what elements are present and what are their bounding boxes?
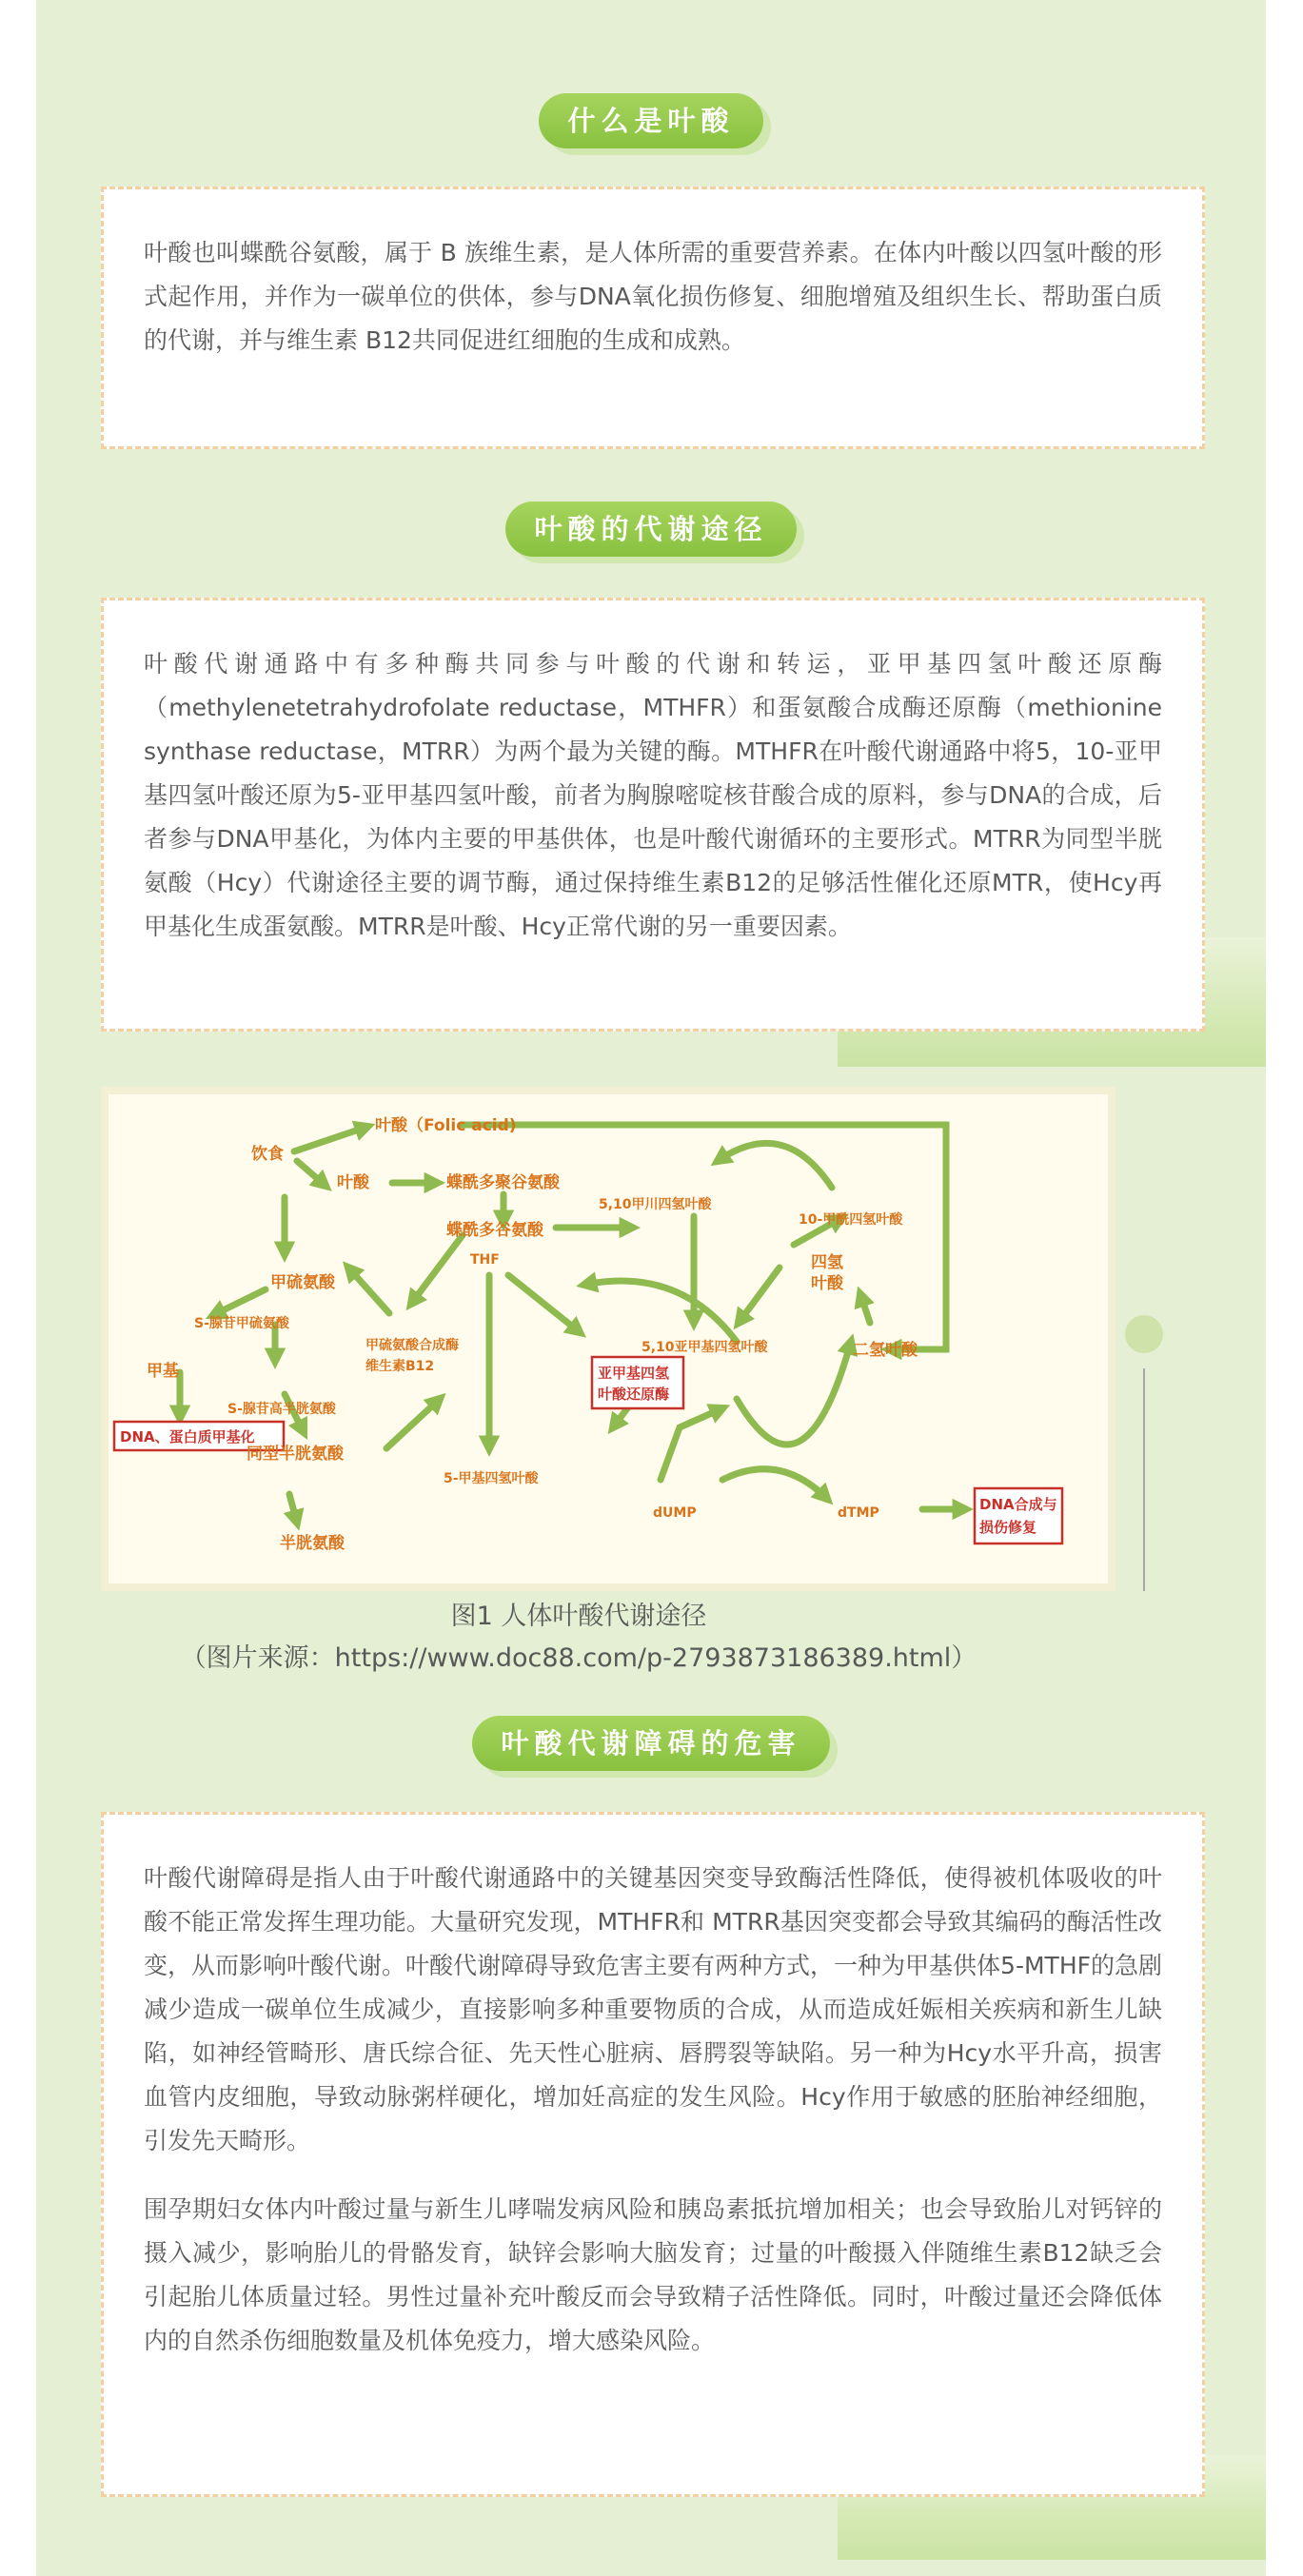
arrow: [297, 1161, 326, 1186]
article-page: [36, 0, 1266, 2576]
label-thf: THF: [470, 1252, 500, 1268]
label-pteroyl-multi: 蝶酰多谷氨酸: [446, 1221, 543, 1240]
label-methenyl-thf: 5,10甲川四氢叶酸: [599, 1197, 712, 1212]
label-mthfr-b: 叶酸还原酶: [598, 1386, 670, 1403]
section-title-wrap: [36, 501, 1266, 557]
arrow: [739, 1268, 780, 1323]
label-sah: S-腺苷高半胱氨酸: [227, 1402, 336, 1417]
label-ms-b: 维生素B12: [365, 1359, 435, 1374]
label-5-methyl-thf: 5-甲基四氢叶酸: [444, 1471, 539, 1486]
arrow: [737, 1342, 851, 1445]
decorative-dot: [1125, 1315, 1163, 1353]
arrow: [411, 1235, 463, 1304]
label-ms-a: 甲硫氨酸合成酶: [365, 1338, 459, 1353]
label-sam: S-腺苷甲硫氨酸: [194, 1316, 289, 1331]
label-formyl-thf: 10-甲酰四氢叶酸: [799, 1212, 903, 1228]
card-metabolic-pathway: [101, 598, 1205, 1032]
section-title-what-is-folate: 什么是叶酸: [539, 93, 762, 148]
section-title-metabolic-pathway: 叶酸的代谢途径: [505, 501, 796, 557]
label-methionine: 甲硫氨酸: [270, 1273, 335, 1292]
arrow: [386, 1399, 440, 1448]
decorative-line: [1143, 1368, 1145, 1591]
label-pteroyl-poly: 蝶酰多聚谷氨酸: [446, 1173, 560, 1192]
label-dtmp: dTMP: [838, 1505, 879, 1521]
paragraph: 叶酸代谢障碍是指人由于叶酸代谢通路中的关键基因突变导致酶活性降低，使得被机体吸收的叶酸不能正常发挥生理功能。大量研究发现，MTHFR和 MTRR基因突变都会导致其编码的酶活性改变，从而影响叶酸代谢。叶酸代谢障碍导致危害主要有两种方式，一种为甲基供体5-MTHF的急剧减少造成一碳单位生成减少，直接影响多种重要物质的合成，从而造成妊娠相关疾病和新生儿缺陷，如神经管畸形、唐氏综合征、先天性心脏病、唇腭裂等缺陷。另一种为Hcy水平升高，损害血管内皮细胞，导致动脉粥样硬化，增加妊高症的发生风险。Hcy作用于敏感的胚胎神经细胞，引发先天畸形。: [144, 1864, 1162, 2154]
section-title-metabolic-disorder: 叶酸代谢障碍的危害: [472, 1716, 829, 1771]
label-repair-a: DNA合成与: [979, 1496, 1057, 1513]
arrow: [213, 1289, 266, 1315]
figure-source: （图片来源：https://www.doc88.com/p-2793873186389.html）: [180, 1643, 977, 1673]
label-folate: 叶酸: [337, 1173, 369, 1192]
arrow: [508, 1275, 580, 1332]
label-methylene-thf: 5,10亚甲基四氢叶酸: [642, 1340, 768, 1355]
arrow: [294, 1127, 367, 1151]
arrow: [584, 1281, 737, 1342]
pathway-svg: [109, 1094, 1108, 1583]
section-title-wrap: [36, 93, 1266, 148]
paragraph: 叶酸代谢通路中有多种酶共同参与叶酸的代谢和转运，亚甲基四氢叶酸还原酶（methylenetetrahydrofolate reductase，MTHFR）和蛋氨酸合成酶还原酶（methionine synthase reductase，MTRR）为两个最为关键的酶。MTHFR在叶酸代谢通路中将5，10-亚甲基四氢叶酸还原为5-亚甲基四氢叶酸，前者为胸腺嘧啶核苷酸合成的原料，参与DNA的合成，后者参与DNA甲基化，为体内主要的甲基供体，也是叶酸代谢循环的主要形式。MTRR为同型半胱氨酸（Hcy）代谢途径主要的调节酶，通过保持维生素B12的足够活性催化还原MTR，使Hcy再甲基化生成蛋氨酸。MTRR是叶酸、Hcy正常代谢的另一重要因素。: [144, 650, 1162, 940]
label-dna-methylation: DNA、蛋白质甲基化: [120, 1428, 255, 1445]
section-title-wrap: [36, 1716, 1266, 1771]
arrow: [289, 1494, 297, 1523]
folate-metabolism-diagram: [101, 1087, 1115, 1591]
paragraph: 围孕期妇女体内叶酸过量与新生儿哮喘发病风险和胰岛素抵抗增加相关；也会导致胎儿对钙锌的摄入减少，影响胎儿的骨骼发育，缺锌会影响大脑发育；过量的叶酸摄入伴随维生素B12缺乏会引起胎儿体质量过轻。男性过量补充叶酸反而会导致精子活性降低。同时，叶酸过量还会降低体内的自然杀伤细胞数量及机体免疫力，增大感染风险。: [144, 2195, 1162, 2354]
arrow: [348, 1268, 389, 1313]
arrow: [718, 1143, 832, 1188]
label-mthfr-a: 亚甲基四氢: [598, 1365, 670, 1382]
label-repair-b: 损伤修复: [979, 1519, 1037, 1536]
label-folic-acid: 叶酸（Folic acid): [375, 1116, 517, 1135]
label-methyl: 甲基: [147, 1362, 179, 1381]
label-diet: 饮食: [251, 1145, 284, 1164]
arrow: [722, 1469, 827, 1499]
label-dump: dUMP: [653, 1505, 697, 1521]
label-thf-b: 叶酸: [811, 1274, 843, 1293]
label-dhf: 二氢叶酸: [853, 1341, 918, 1360]
paragraph: 叶酸也叫蝶酰谷氨酸，属于 B 族维生素，是人体所需的重要营养素。在体内叶酸以四氢叶酸的形式起作用，并作为一碳单位的供体，参与DNA氧化损伤修复、细胞增殖及组织生长、帮助蛋白质的代谢，并与维生素 B12共同促进红细胞的生成和成熟。: [144, 239, 1162, 354]
label-homocysteine: 同型半胱氨酸: [247, 1445, 344, 1464]
figure-caption: 图1 人体叶酸代谢途径: [450, 1602, 707, 1631]
arrow: [860, 1294, 870, 1323]
card-metabolic-disorder: [101, 1812, 1205, 2497]
label-cysteine: 半胱氨酸: [280, 1534, 345, 1553]
label-thf-a: 四氢: [811, 1253, 843, 1272]
card-what-is-folate: [101, 187, 1205, 449]
arrow: [661, 1408, 722, 1480]
